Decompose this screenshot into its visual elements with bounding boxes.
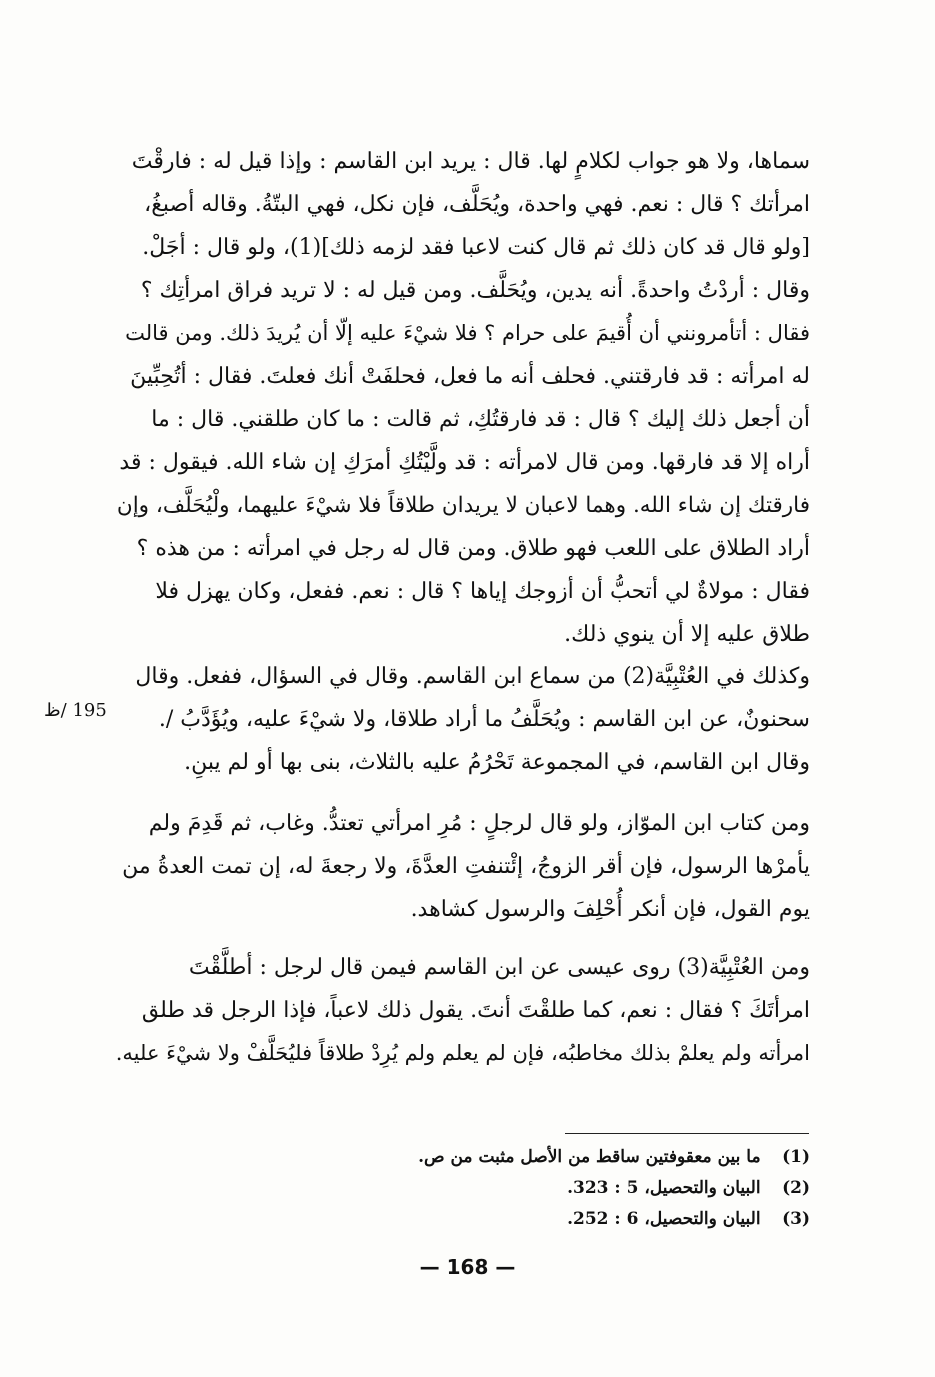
- text-line: يأمرْها الرسول، فإن أقر الزوجُ، إئْتنفتِ العدَّةَ، ولا رجعةَ له، إن تمت العدةُ من: [122, 854, 810, 879]
- footnote-1: [380, 1142, 810, 1173]
- text-line: وكذلك في العُتْبِيَّة(2) من سماع ابن القاسم. وقال في السؤال، ففعل. وقال: [135, 664, 810, 689]
- footnote-text: البيان والتحصيل، 5 : 323.: [567, 1178, 761, 1198]
- text-line: فقال : أتأمرونني أن أُقيمَ على حرام ؟ فلا شيْءَ عليه إلّا أن يُريدَ ذلك. ومن قالت: [125, 321, 810, 345]
- footnote-text: البيان والتحصيل، 6 : 252.: [567, 1209, 761, 1229]
- text-line: فارقتك إن شاء الله. وهما لاعبان لا يريدان طلاقاً فلا شيْءَ عليهما، ولْيُحَلَّف، وإن: [116, 493, 810, 518]
- text-line: أراد الطلاق على اللعب فهو طلاق. ومن قال له رجل في امرأته : من هذه ؟: [136, 536, 810, 561]
- text-line: سحنونٌ، عن ابن القاسم : ويُحَلَّفُ ما أراد طلاقا، ولا شيْءَ عليه، ويُؤَدَّبُ /.: [158, 707, 810, 732]
- paragraph-2: [110, 655, 810, 784]
- text-line: يوم القول، فإن أنكر أُحْلِفَ والرسول كشاهد.: [410, 897, 810, 922]
- text-line: طلاق عليه إلا أن ينوي ذلك.: [564, 622, 810, 647]
- text-line: وقال : أردْتُ واحدةً. أنه يدين، ويُحَلَّف. ومن قيل له : لا تريد فراق امرأتِك ؟: [140, 278, 810, 303]
- text-line: فقال : مولاةٌ لي أتحبُّ أن أزوجك إياها ؟ قال : نعم. ففعل، وكان يهزل فلا: [155, 579, 810, 604]
- text-line: أراه إلا قد فارقها. ومن قال لامرأته : قد ولَّيْتُكِ أمرَكِ إن شاء الله. فيقول : قد: [119, 450, 810, 475]
- footnote-number: (3): [782, 1209, 810, 1229]
- footnote-text: ما بين معقوفتين ساقط من الأصل مثبت من ص.: [418, 1147, 761, 1167]
- footnote-3: [380, 1204, 810, 1235]
- text-line: [ولو قال قد كان ذلك ثم قال كنت لاعبا فقد لزمه ذلك](1)، ولو قال : أجَلْ.: [142, 235, 810, 260]
- text-line: له امرأته : قد فارقتني. فحلف أنه ما فعل، فحلفَتْ أنك فعلتَ. فقال : أتُحِبِّينَ: [130, 364, 810, 389]
- paragraph-1: [110, 140, 810, 656]
- text-line: ومن العُتْبِيَّة(3) روى عيسى عن ابن القاسم فيمن قال لرجل : أطلَّقْتَ: [188, 955, 810, 980]
- manuscript-folio-note: 195 /ظ: [44, 700, 107, 721]
- paragraph-3: [110, 802, 810, 931]
- text-line: سماها، ولا هو جواب لكلامٍ لها. قال : يريد ابن القاسم : وإذا قيل له : فارقْتَ: [131, 149, 810, 174]
- text-line: امرأتك ؟ قال : نعم. فهي واحدة، ويُحَلَّف، فإن نكل، فهي البتّةُ. وقاله أصبغُ،: [144, 192, 810, 217]
- text-line: أن أجعل ذلك إليك ؟ قال : قد فارقتُكِ، ثم قالت : ما كان طلقني. قال : ما: [151, 407, 810, 432]
- text-line: امرأتَكَ ؟ فقال : نعم، كما طلقْتَ أنتَ. يقول ذلك لاعباً، فإذا الرجل قد طلق: [141, 998, 810, 1023]
- page-number: — 168 —: [419, 1255, 516, 1279]
- footnote-divider: [565, 1133, 809, 1134]
- footnote-number: (1): [782, 1147, 810, 1167]
- paragraph-4: [110, 946, 810, 1075]
- text-line: ومن كتاب ابن الموّاز، ولو قال لرجلٍ : مُرِ امرأتي تعتدُّ. وغاب، ثم قَدِمَ ولم: [148, 811, 810, 836]
- footnotes: [380, 1142, 810, 1235]
- text-line: وقال ابن القاسم، في المجموعة تَحْرُمُ عليه بالثلاث، بنى بها أو لم يبنِ.: [184, 750, 810, 775]
- footnote-number: (2): [782, 1178, 810, 1198]
- text-line: امرأته ولم يعلمْ بذلك مخاطبُه، فإن لم يعلم ولم يُرِدْ طلاقاً فليُحَلَّفْ ولا شيْءَ عليه.: [115, 1041, 810, 1065]
- footnote-2: [380, 1173, 810, 1204]
